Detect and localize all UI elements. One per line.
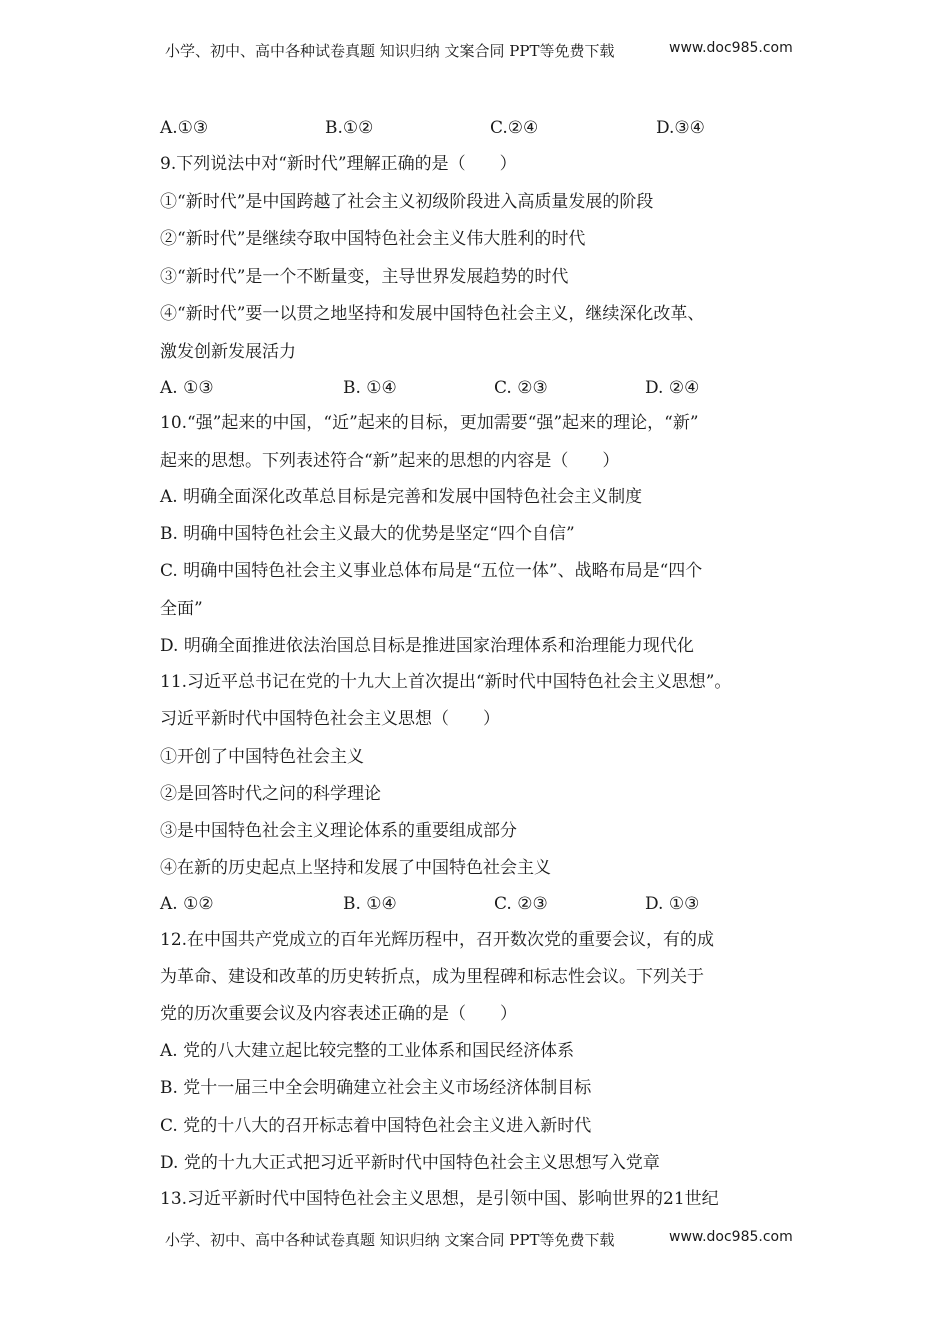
q10-stem-2: 起来的思想。下列表述符合“新”起来的思想的内容是（ ） [160, 451, 620, 471]
q10-option-c: C. 明确中国特色社会主义事业总体布局是“五位一体”、战略布局是“四个 [160, 561, 703, 581]
q12-stem-3: 党的历次重要会议及内容表述正确的是（ ） [160, 1004, 517, 1024]
q10-stem-1: 10.“强”起来的中国，“近”起来的目标，更加需要“强”起来的理论，“新” [160, 413, 699, 433]
q11-option-d: D. ①③ [645, 894, 700, 914]
q10-option-b: B. 明确中国特色社会主义最大的优势是坚定“四个自信” [160, 524, 575, 544]
q9-option-d: D. ②④ [645, 378, 700, 398]
footer-url: www.doc985.com [669, 1229, 793, 1245]
q11-item-1: ①开创了中国特色社会主义 [160, 747, 364, 767]
q11-item-4: ④在新的历史起点上坚持和发展了中国特色社会主义 [160, 858, 551, 878]
q11-item-3: ③是中国特色社会主义理论体系的重要组成部分 [160, 821, 517, 841]
q12-stem-1: 12.在中国共产党成立的百年光辉历程中，召开数次党的重要会议，有的成 [160, 930, 715, 950]
q11-stem-2: 习近平新时代中国特色社会主义思想（ ） [160, 709, 500, 729]
q9-item-4: ④“新时代”要一以贯之地坚持和发展中国特色社会主义，继续深化改革、 [160, 304, 705, 324]
q10-option-d: D. 明确全面推进依法治国总目标是推进国家治理体系和治理能力现代化 [160, 636, 694, 656]
q9-stem: 9.下列说法中对“新时代”理解正确的是（ ） [160, 154, 517, 174]
q9-item-2: ②“新时代”是继续夺取中国特色社会主义伟大胜利的时代 [160, 229, 586, 249]
q9-item-1: ①“新时代”是中国跨越了社会主义初级阶段进入高质量发展的阶段 [160, 192, 654, 212]
page-header [0, 40, 950, 64]
q8-option-b: B.①② [325, 118, 374, 138]
q12-option-c: C. 党的十八大的召开标志着中国特色社会主义进入新时代 [160, 1116, 592, 1136]
q11-option-b: B. ①④ [343, 894, 397, 914]
q9-item-3: ③“新时代”是一个不断量变，主导世界发展趋势的时代 [160, 267, 569, 287]
footer-text: 小学、初中、高中各种试卷真题 知识归纳 文案合同 PPT等免费下载 [165, 1231, 615, 1249]
q13-stem-1: 13.习近平新时代中国特色社会主义思想，是引领中国、影响世界的21世纪 [160, 1189, 719, 1209]
q8-option-c: C.②④ [490, 118, 539, 138]
header-url: www.doc985.com [669, 40, 793, 56]
q9-option-a: A. ①③ [160, 378, 214, 398]
q10-option-c-cont: 全面” [160, 599, 203, 619]
page-footer [0, 1229, 950, 1253]
q9-option-b: B. ①④ [343, 378, 397, 398]
q11-option-c: C. ②③ [494, 894, 548, 914]
q12-option-a: A. 党的八大建立起比较完整的工业体系和国民经济体系 [160, 1041, 575, 1061]
q9-item-4-cont: 激发创新发展活力 [160, 342, 296, 362]
q12-option-b: B. 党十一届三中全会明确建立社会主义市场经济体制目标 [160, 1078, 592, 1098]
q11-stem-1: 11.习近平总书记在党的十九大上首次提出“新时代中国特色社会主义思想”。 [160, 672, 732, 692]
header-text: 小学、初中、高中各种试卷真题 知识归纳 文案合同 PPT等免费下载 [165, 42, 615, 60]
q12-stem-2: 为革命、建设和改革的历史转折点，成为里程碑和标志性会议。下列关于 [160, 967, 704, 987]
q9-option-c: C. ②③ [494, 378, 548, 398]
q11-item-2: ②是回答时代之问的科学理论 [160, 784, 381, 804]
q10-option-a: A. 明确全面深化改革总目标是完善和发展中国特色社会主义制度 [160, 487, 643, 507]
q8-option-a: A.①③ [160, 118, 209, 138]
q11-option-a: A. ①② [160, 894, 214, 914]
q12-option-d: D. 党的十九大正式把习近平新时代中国特色社会主义思想写入党章 [160, 1153, 660, 1173]
q8-option-d: D.③④ [656, 118, 705, 138]
